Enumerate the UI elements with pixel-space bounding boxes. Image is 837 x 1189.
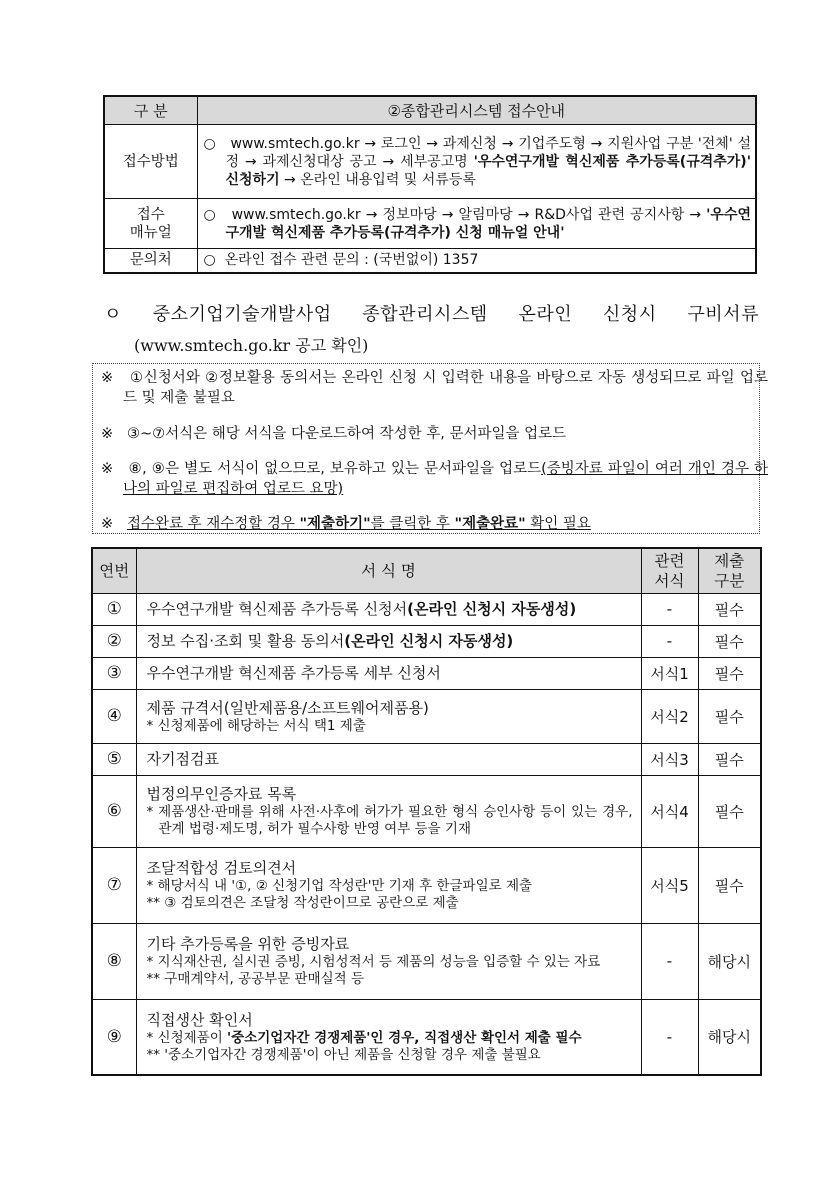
table-row — [92, 625, 761, 657]
header-line: 서식 — [654, 571, 685, 590]
related-form: - — [641, 625, 698, 657]
contact-text: 온라인 접수 관련 문의 : (국번없이) 1357 — [224, 252, 479, 269]
submission-type: 필수 — [698, 743, 761, 775]
row-number: ⑨ — [92, 999, 136, 1075]
submission-type: 해당시 — [698, 923, 761, 999]
header-system-guide: ②종합관리시스템 접수안내 — [197, 96, 756, 125]
row-number: ② — [92, 625, 136, 657]
form-note-bold: '중소기업자간 경쟁제품'인 경우, 직접생산 확인서 제출 필수 — [227, 1029, 582, 1046]
form-note-text: * 신청제품이 — [146, 1029, 228, 1046]
form-title: 우수연구개발 혁신제품 추가등록 신청서 — [146, 600, 408, 618]
row-number: ④ — [92, 689, 136, 743]
header-number: 연번 — [92, 548, 136, 593]
label-line: 매뉴얼 — [129, 224, 172, 241]
method-text: www.smtech.go.kr → 로그인 → 과제신청 → 기업주도형 → 지원사업 구분 '전체' 설정 → 과제신청대상 공고 → 세부공고명 — [225, 135, 751, 170]
section-title-word: 중소기업기술개발사업 — [152, 304, 332, 325]
header-form-name: 서 식 명 — [136, 548, 641, 593]
form-title: 직접생산 확인서 — [146, 1010, 253, 1029]
header-submission-type — [698, 548, 761, 593]
note-item — [101, 368, 768, 408]
row-number: ⑧ — [92, 923, 136, 999]
related-form: - — [641, 593, 698, 625]
reference-mark: ※ — [101, 516, 114, 532]
submission-type: 필수 — [698, 847, 761, 923]
submission-type: 필수 — [698, 657, 761, 689]
related-form: 서식5 — [641, 847, 698, 923]
row-label-method: 접수방법 — [104, 125, 197, 199]
table-row — [104, 125, 756, 199]
related-form: 서식3 — [641, 743, 698, 775]
form-title: 조달적합성 검토의견서 — [146, 859, 297, 877]
related-form: - — [641, 923, 698, 999]
reference-mark: ※ — [101, 426, 114, 442]
note-item — [101, 514, 768, 534]
submission-type: 필수 — [698, 625, 761, 657]
table-row — [92, 689, 761, 743]
circle-bullet: ○ — [203, 206, 217, 223]
table-row — [92, 775, 761, 847]
note-underline-text — [127, 516, 591, 532]
notes-box — [92, 363, 769, 534]
row-content-method — [197, 125, 756, 199]
form-title: 법정의무인증자료 목록 — [146, 785, 297, 803]
reference-mark: ※ — [101, 370, 114, 386]
form-title-bold: (온라인 신청시 자동생성) — [344, 632, 514, 650]
section-title-word: 온라인 — [518, 304, 573, 325]
row-number: ③ — [92, 657, 136, 689]
label-line: 접수 — [136, 206, 165, 223]
section-title-word: 구비서류 — [687, 304, 759, 325]
note-text: ⑧, ⑨은 별도 서식이 없으므로, 보유하고 있는 문서파일을 업로드 — [128, 461, 542, 477]
header-line: 구분 — [714, 571, 745, 590]
row-label-manual — [104, 199, 197, 249]
row-form-name — [136, 775, 641, 847]
form-note: * 지식재산권, 실시권 증빙, 시험성적서 등 제품의 성능을 입증할 수 있는 자료 — [146, 954, 601, 970]
table-row — [104, 249, 756, 273]
section-title-word: 신청시 — [602, 304, 657, 325]
row-form-name — [136, 625, 641, 657]
row-number: ⑦ — [92, 847, 136, 923]
section-title-word: 종합관리시스템 — [362, 304, 488, 325]
row-number: ⑥ — [92, 775, 136, 847]
note-text: 접수완료 후 재수정할 경우 — [126, 516, 300, 532]
section-bullet: ㅇ — [104, 304, 122, 325]
circle-bullet: ○ — [203, 252, 216, 269]
section-title — [104, 300, 759, 326]
manual-text: www.smtech.go.kr → 정보마당 → 알림마당 → R&D사업 관련 공지사항 → — [231, 206, 707, 223]
form-title: 정보 수집·조회 및 활용 동의서 — [146, 632, 345, 650]
form-note: ** ③ 검토의견은 조달청 작성란이므로 공란으로 제출 — [146, 895, 459, 911]
row-form-name — [136, 923, 641, 999]
submission-type: 필수 — [698, 775, 761, 847]
table-row — [92, 847, 761, 923]
note-underline-text: (증빙자료 파일이 여러 개인 경우 하나의 파일로 편집하여 업로드 요망) — [123, 461, 768, 497]
form-note: * 해당서식 내 '①, ② 신청기업 작성란'만 기재 후 한글파일로 제출 — [146, 878, 533, 894]
header-related-form — [641, 548, 698, 593]
note-item — [101, 424, 768, 444]
row-form-name — [136, 593, 641, 625]
submission-type: 필수 — [698, 689, 761, 743]
row-form-name — [136, 689, 641, 743]
table-row — [92, 743, 761, 775]
related-form: 서식4 — [641, 775, 698, 847]
row-number: ⑤ — [92, 743, 136, 775]
form-title: 우수연구개발 혁신제품 추가등록 세부 신청서 — [146, 664, 441, 682]
section-subtitle: (www.smtech.go.kr 공고 확인) — [134, 336, 369, 355]
row-content-manual — [197, 199, 756, 249]
related-form: 서식2 — [641, 689, 698, 743]
reference-mark: ※ — [101, 461, 114, 477]
header-line: 제출 — [714, 551, 745, 570]
related-form: - — [641, 999, 698, 1075]
form-title: 기타 추가등록을 위한 증빙자료 — [146, 935, 350, 953]
note-item — [101, 459, 768, 499]
row-form-name — [136, 743, 641, 775]
form-note: ** '중소기업자간 경쟁제품'이 아닌 제품을 신청할 경우 제출 불필요 — [146, 1046, 541, 1063]
row-number: ① — [92, 593, 136, 625]
note-text: 를 클릭한 후 — [370, 516, 455, 532]
manual-bold-text: '우수연구개발 혁신제품 추가등록(규격추가) 신청 매뉴얼 안내' — [225, 206, 751, 241]
note-bold-text: "제출하기" — [299, 516, 371, 532]
row-content-contact — [197, 249, 756, 273]
header-category: 구 분 — [104, 96, 197, 125]
related-form: 서식1 — [641, 657, 698, 689]
header-line: 관련 — [654, 551, 685, 570]
note-text: 확인 필요 — [525, 516, 591, 532]
row-form-name — [136, 999, 641, 1075]
note-text: ③~⑦서식은 해당 서식을 다운로드하여 작성한 후, 문서파일을 업로드 — [126, 426, 567, 442]
note-text: ①신청서와 ②정보활용 동의서는 온라인 신청 시 입력한 내용을 바탕으로 자동 생성되므로 파일 업로드 및 제출 불필요 — [123, 370, 769, 406]
table-row — [104, 199, 756, 249]
table-row — [92, 923, 761, 999]
table-row — [92, 657, 761, 689]
form-note — [147, 1030, 633, 1047]
required-documents-table — [91, 547, 762, 1076]
table-row — [92, 999, 761, 1075]
note-bold-text: "제출완료" — [454, 516, 526, 532]
row-form-name — [136, 657, 641, 689]
form-title: 제품 규격서(일반제품용/소프트웨어제품용) — [146, 698, 429, 717]
row-label-contact: 문의처 — [104, 249, 197, 273]
form-note: * 신청제품에 해당하는 서식 택1 제출 — [146, 717, 366, 734]
table-header-row — [104, 96, 756, 125]
form-note: ** 구매계약서, 공공부문 판매실적 등 — [146, 971, 365, 987]
method-bold-text: '우수연구개발 혁신제품 추가등록(규격추가)' 신청하기 — [225, 153, 751, 188]
row-form-name — [136, 847, 641, 923]
form-title: 자기점검표 — [146, 750, 219, 768]
circle-bullet: ○ — [203, 135, 217, 152]
table-row — [92, 593, 761, 625]
submission-info-table — [103, 95, 757, 274]
table-header-row — [92, 548, 761, 593]
submission-type: 해당시 — [698, 999, 761, 1075]
form-note: * 제품생산·판매를 위해 사전·사후에 허가가 필요한 형식 승인사항 등이 있는 경우, 관계 법령·제도명, 허가 필수사항 반영 여부 등을 기재 — [146, 804, 633, 837]
form-title-bold: (온라인 신청시 자동생성) — [407, 600, 577, 618]
submission-type: 필수 — [698, 593, 761, 625]
method-tail-text: → 온라인 내용입력 및 서류등록 — [279, 171, 476, 188]
